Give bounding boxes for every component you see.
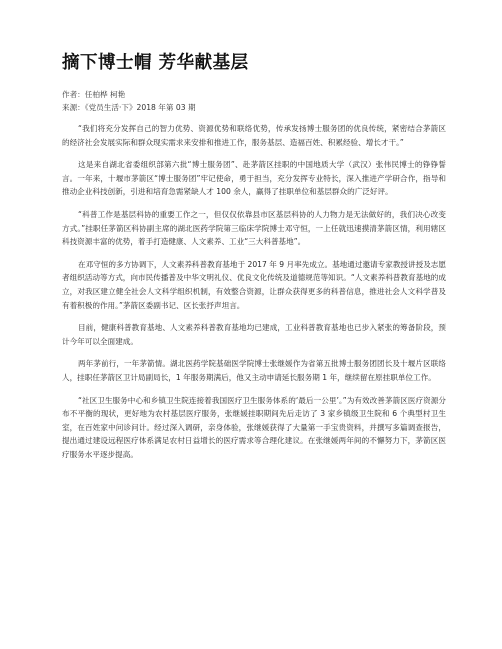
paragraph-6: 两年茅前行，一年茅箭情。湖北医药学院基础医学院博士张继媛作为省第五批博士服务团团长及十堰片区联络人，挂职任茅箭区卫计局副局长，1 年服务期满后，他又主动申请延长服务期 1 年，继续留在原挂职单位工作。: [62, 359, 446, 382]
article-title: 摘下博士帽 芳华献基层: [62, 53, 249, 73]
author-line: 作者：任柏桦 柯艳: [62, 90, 126, 99]
paragraph-5: 目前，健康科普教育基地、人文素养科普教育基地均已建成，工业科普教育基地也已步入紧张的筹备阶段，预计今年可以全面建成。: [62, 323, 446, 346]
source-line: 来源：《党员生活·下》2018 年第 03 期: [62, 103, 196, 112]
paragraph-3: “科普工作是基层科协的重要工作之一，但仅仅依靠县市区基层科协的人力物力是无法做好的，我们决心改变方式。”挂职任茅箭区科协副主席的湖北医药学院第三临床学院博士邓守恒，一上任就迅速摸清茅箭区情，利用辖区科技资源丰富的优势，着手打造健康、人文素养、工业“三大科普基地”。: [62, 209, 446, 247]
paragraph-2: 这是来自湖北省委组织部第六批“博士服务团”、赴茅箭区挂职的中国地质大学（武汉）张伟民博士的铮铮誓言。一年来，十堰市茅箭区“博士服务团”牢记使命，勇于担当，充分发挥专业特长，深入推进产学研合作，指导和推动企业科技创新，引进和培育急需紧缺人才 100 余人，赢得了挂职单位和基层群众的广泛好评。: [62, 160, 446, 197]
article-meta: [62, 88, 446, 114]
paragraph-4: 在邓守恒的多方协调下，人文素养科普教育基地于 2017 年 9 月率先成立。基地通过邀请专家教授讲授及志愿者组织活动等方式，向市民传播普及中华文明礼仪、优良文化传统及道德规范等知识。“人文素养科普教育基地的成立，对我区建立健全社会人文科学组织机制，有效整合资源，让群众获得更多的科普信息，推进社会人文科学普及有着积极的作用。”茅箭区委副书记、区长张抒声坦言。: [62, 259, 446, 310]
paragraph-7: “社区卫生服务中心和乡镇卫生院连接着我国医疗卫生服务体系的‘最后一公里’。”为有效改善茅箭区医疗资源分布不平衡的现状，更好地为农村基层医疗服务，张继媛挂职期间先后走访了 3 家乡镇级卫生院和 6 个典型村卫生室，在百姓家中问诊问计。经过深入调研，亲身体验，张继媛获得了大量第一手宝贵资料，并撰写多篇调查报告，提出通过建设远程医疗体系满足农村日益增长的医疗需求等合理化建议。在张继媛两年间的不懈努力下，茅箭区医疗服务水平逐步提高。: [62, 395, 446, 459]
paragraph-1: “我们将充分发挥自己的智力优势、资源优势和联络优势，传承发扬博士服务团的优良传统，紧密结合茅箭区的经济社会发展实际和群众现实需求来安排和推进工作，服务基层、造福百姓、积累经验、增长才干。”: [62, 124, 446, 147]
article-body: [62, 122, 446, 461]
